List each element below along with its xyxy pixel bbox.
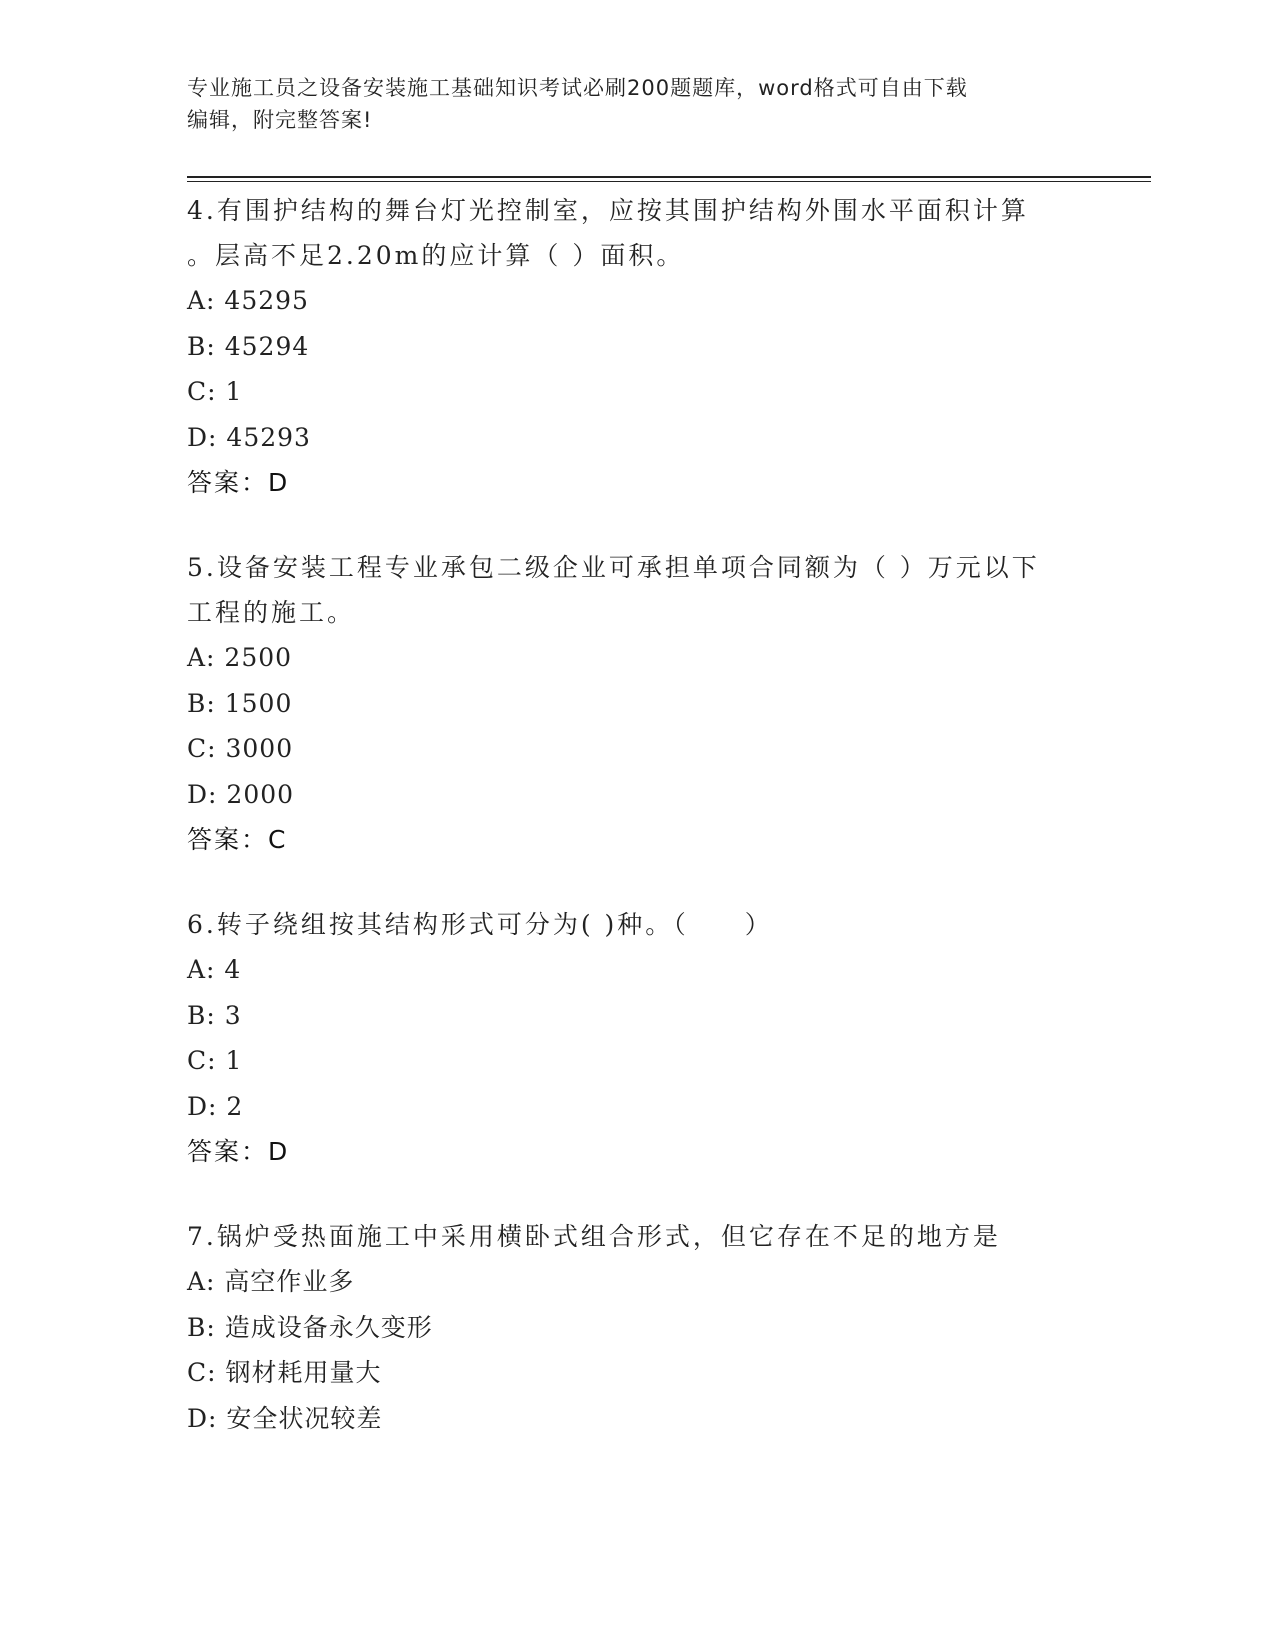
option-d: D: 2 (187, 1091, 244, 1121)
option-d: D: 安全状况较差 (187, 1403, 383, 1433)
question-text-line: 5.设备安装工程专业承包二级企业可承担单项合同额为（ ）万元以下 (187, 553, 1040, 582)
option-c: C: 3000 (187, 734, 294, 763)
question-item (187, 1214, 1087, 1441)
header-title-line-1: 专业施工员之设备安装施工基础知识考试必刷200题题库，word格式可自由下载 (187, 76, 968, 100)
question-item (187, 188, 1087, 505)
answer-text: 答案：D (187, 468, 290, 497)
question-text-line: 6.转子绕组按其结构形式可分为( )种。（ ） (187, 910, 773, 939)
question-text-line: 7.锅炉受热面施工中采用横卧式组合形式，但它存在不足的地方是 (187, 1222, 1001, 1251)
option-d: D: 2000 (187, 779, 295, 809)
option-c: C: 钢材耗用量大 (187, 1358, 382, 1387)
question-text-line: 。层高不足2.20m的应计算（ ）面积。 (187, 241, 685, 270)
option-a: A: 4 (187, 955, 242, 984)
header-divider-thin (187, 181, 1151, 182)
option-a: A: 45295 (187, 286, 309, 315)
option-a: A: 高空作业多 (187, 1267, 355, 1296)
option-b: B: 45294 (187, 331, 310, 361)
option-b: B: 造成设备永久变形 (187, 1312, 433, 1342)
question-text-line: 工程的施工。 (187, 598, 356, 627)
question-text-line: 4.有围护结构的舞台灯光控制室，应按其围护结构外围水平面积计算 (187, 196, 1029, 225)
option-b: B: 3 (187, 1000, 242, 1030)
option-b: B: 1500 (187, 688, 293, 718)
header-divider-thick (187, 176, 1151, 178)
option-a: A: 2500 (187, 643, 293, 672)
question-item (187, 902, 1087, 1174)
option-c: C: 1 (187, 377, 243, 406)
option-c: C: 1 (187, 1046, 243, 1075)
option-d: D: 45293 (187, 422, 311, 452)
header-title-line-2: 编辑，附完整答案! (187, 108, 373, 132)
answer-text: 答案：D (187, 1137, 290, 1166)
question-list (187, 188, 1087, 1481)
answer-text: 答案：C (187, 825, 288, 854)
question-item (187, 545, 1087, 862)
document-header (187, 72, 1067, 136)
